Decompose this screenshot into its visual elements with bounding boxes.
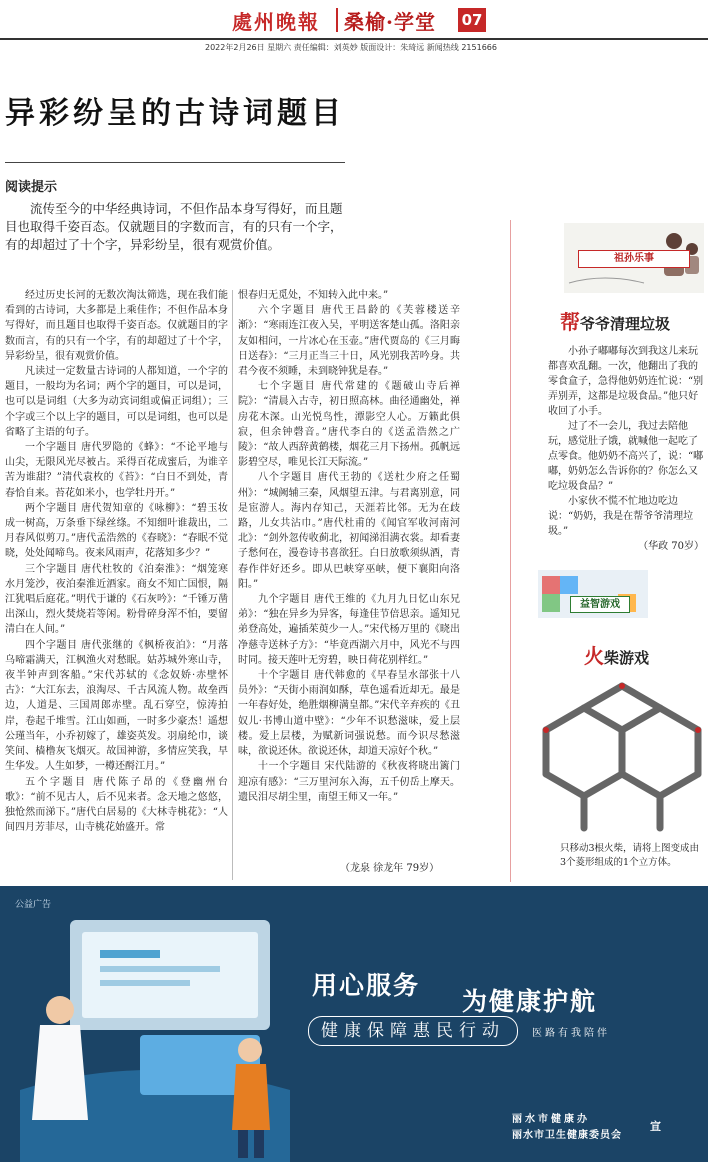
paragraph: 恨春归无觅处，不知转入此中来。”: [238, 290, 389, 301]
matchstick-puzzle: [540, 678, 704, 838]
story-heading-cap: 帮: [560, 310, 580, 334]
ad-org-2: 丽水市卫生健康委员会: [512, 1130, 622, 1141]
paragraph: 两个字题目 唐代贺知章的《咏柳》：“碧玉妆成一树高，万条垂下绿丝绦。不知细叶谁裁出，二月春风似剪刀。”唐代孟浩然的《春晓》：“春眠不觉晓，处处闻啼鸟。夜来风雨声，花落知多少？”: [5, 502, 228, 560]
page-number: 07: [458, 8, 486, 32]
ad-org-1: 丽水市健康办: [512, 1114, 590, 1125]
paragraph: 一个字题目 唐代罗隐的《蜂》：“不论平地与山尖，无限风光尽被占。采得百花成蜜后，为谁辛苦为谁甜？”清代袁枚的《苔》：“白日不到处，青春恰自来。苔花如米小，也学牡丹开。”: [5, 442, 228, 499]
ad-campaign-label: 健康保障惠民行动: [321, 1021, 505, 1041]
puzzle-instructions: 只移动3根火柴，请将上图变成由3个菱形组成的1个立方体。: [560, 843, 700, 868]
paragraph: 六个字题目 唐代王昌龄的《芙蓉楼送辛渐》：“寒雨连江夜入吴，平明送客楚山孤。洛阳亲友如相问，一片冰心在玉壶。”唐代贾岛的《三月晦日送春》：“三月正当三十日，风光别我苦吟身。共君今夜不须睡，未到晓钟犹是春。”: [238, 305, 460, 378]
game-heading-rest: 柴游戏: [604, 649, 650, 667]
paragraph: 八个字题目 唐代王勃的《送杜少府之任蜀州》：“城阙辅三秦，风烟望五津。与君离别意，同是宦游人。海内存知己，天涯若比邻。无为在歧路，儿女共沾巾。”唐代杜甫的《闻官军收河南河北》：“剑外忽传收蓟北，初闻涕泪满衣裳。却看妻子愁何在，漫卷诗书喜欲狂。白日放歌须纵酒，青春作伴好还乡。即从巴峡穿巫峡，便下襄阳向洛阳。”: [238, 472, 460, 590]
column-tag-grandparents: 祖孙乐事: [578, 250, 690, 268]
game-heading: [584, 640, 649, 669]
paragraph: 九个字题目 唐代王维的《九月九日忆山东兄弟》：“独在异乡为异客，每逢佳节倍思亲。遥知兄弟登高处，遍插茱萸少一人。”宋代杨万里的《晓出净慈寺送林子方》：“毕竟西湖六月中，风光不与四时同。接天莲叶无穷碧，映日荷花别样红。”: [238, 594, 460, 666]
paragraph: 五个字题目 唐代陈子昂的《登幽州台歌》：“前不见古人，后不见来者。念天地之悠悠，独怆然而涕下。”唐代白居易的《大林寺桃花》：“人间四月芳菲尽，山寺桃花始盛开。常: [5, 776, 228, 834]
sidebar-divider: [510, 220, 511, 882]
masthead-meta: 2022年2月26日 星期六 责任编辑：刘英妙 版面设计：朱琦远 新闻热线 2151666: [205, 43, 497, 52]
story-heading-rest: 爷爷清理垃圾: [580, 315, 671, 333]
story-heading: [560, 306, 670, 335]
column-divider: [232, 290, 233, 880]
section-name: 桑榆·学堂: [344, 10, 436, 34]
lead-text: 流传至今的中华经典诗词，不但作品本身写得好，而且题目也取得千姿百态。仅就题目的字数而言，有的只有一个字，有的却超过了十个字，异彩纷呈，很有观赏价值。: [5, 201, 343, 252]
paragraph: 三个字题目 唐代杜牧的《泊秦淮》：“烟笼寒水月笼沙，夜泊秦淮近酒家。商女不知亡国恨，隔江犹唱后庭花。”明代于谦的《石灰吟》：“千锤万凿出深山，烈火焚烧若等闲。粉骨碎身浑不怕，要留清白在人间。”: [5, 563, 228, 636]
story-text: [548, 344, 704, 554]
title-rule: [5, 162, 345, 163]
article-title: 异彩纷呈的古诗词题目: [5, 96, 345, 131]
article-signature: （龙泉 徐龙年 79岁）: [340, 863, 440, 874]
masthead-rule: [0, 38, 708, 40]
paragraph: 凡读过一定数量古诗词的人都知道，一个字的题目，一般均为名词；两个字的题目，可以是词，也可以是词组（大多为动宾词组或偏正词组）；三个字或三个以上字的题目，可以是词组，也可以是省略了主语的句子。: [5, 366, 228, 438]
paragraph: 小孙子嘟嘟每次到我这儿来玩都喜欢乱翻。一次，他翻出了我的零食盒子，急得他奶奶连忙说：“别弄别弄，这都是垃圾食品。”他只好收回了小手。: [548, 346, 704, 417]
ad-slogan-1: 用心服务: [312, 971, 421, 1000]
paragraph: 四个字题目 唐代张继的《枫桥夜泊》：“月落乌啼霜满天，江枫渔火对愁眠。姑苏城外寒山寺，夜半钟声到客船。”宋代苏轼的《念奴娇·赤壁怀古》：“大江东去，浪淘尽、千古风流人物。故垒西边，人道是、三国周郎赤壁。乱石穿空，惊涛拍岸，卷起千堆雪。江山如画，一时多少豪杰！遥想公瑾当年，小乔初嫁了，雄姿英发。羽扇纶巾，谈笑间、樯橹灰飞烟灭。故国神游，多情应笑我，早生华发。人生如梦，一樽还酹江月。”: [5, 639, 228, 773]
ad-illustration: [0, 900, 300, 1162]
masthead-separator: [336, 8, 338, 32]
article-column-2: [238, 288, 460, 805]
ad-org-mark: 宣: [650, 1120, 661, 1133]
paragraph: 七个字题目 唐代常建的《题破山寺后禅院》：“清晨入古寺，初日照高林。曲径通幽处，禅房花木深。山光悦鸟性，潭影空人心。万籁此俱寂，但余钟磬音。”唐代李白的《送孟浩然之广陵》：“故人西辞黄鹤楼，烟花三月下扬州。孤帆远影碧空尽，唯见长江天际流。”: [238, 381, 460, 469]
paragraph: 十个字题目 唐代韩愈的《早春呈水部张十八员外》：“天街小雨润如酥，草色遥看近却无。最是一年春好处，绝胜烟柳满皇都。”宋代辛弃疾的《丑奴儿·书博山道中壁》：“少年不识愁滋味，爱上层楼。爱上层楼，为赋新词强说愁。而今识尽愁滋味，欲说还休。欲说还休，却道天凉好个秋。”: [238, 670, 460, 758]
paper-name: 處州晚報: [232, 10, 320, 34]
ad-subline: 医路有我陪伴: [532, 1028, 610, 1039]
ad-tag: 公益广告: [15, 900, 52, 910]
ad-slogan-2: 为健康护航: [462, 987, 598, 1016]
column-tag-puzzle: 益智游戏: [570, 596, 630, 613]
story-signature: （华政 70岁）: [638, 541, 704, 552]
game-heading-cap: 火: [584, 644, 604, 668]
ad-campaign-pill: [308, 1016, 518, 1046]
paragraph: 过了不一会儿，我过去陪他玩，感觉肚子饿，就喊他一起吃了点零食。他奶奶不高兴了，说：“嘟嘟，奶奶怎么告诉你的？你怎么又吃垃圾食品？”: [548, 421, 704, 492]
article-column-1: [5, 288, 228, 835]
paragraph: 经过历史长河的无数次淘汰筛选，现在我们能看到的古诗词，大多都是上乘佳作；不但作品本身写得好，而且题目也取得千姿百态。仅就题目的字数而言，有的只有一个字，有的却超过了十个字，异彩纷呈，很有观赏价值。: [5, 290, 228, 362]
paragraph: 小家伙不慌不忙地边吃边说：“奶奶，我是在帮爷爷清理垃圾。”: [548, 496, 694, 537]
paragraph: 十一个字题目 宋代陆游的《秋夜将晓出篱门迎凉有感》：“三万里河东入海，五千仞岳上摩天。遗民泪尽胡尘里，南望王师又一年。”: [238, 761, 460, 803]
lead-heading: 阅读提示: [5, 180, 58, 195]
